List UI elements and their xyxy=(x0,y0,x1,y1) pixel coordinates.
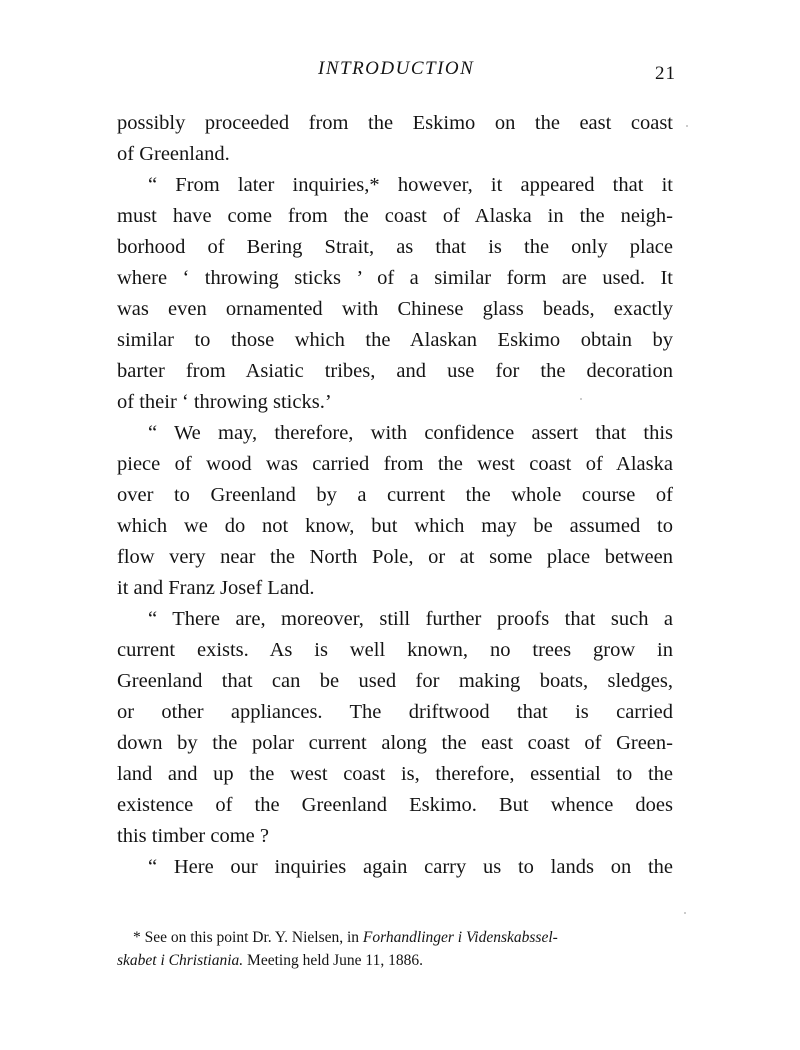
text-line: “ There are, moreover, still further proofs that such a xyxy=(148,608,673,630)
text-line: “ From later inquiries,* however, it appeared that it xyxy=(148,174,673,196)
footnote-line xyxy=(117,949,673,972)
text-line: barter from Asiatic tribes, and use for the decoration xyxy=(117,360,673,382)
text-line: flow very near the North Pole, or at some place between xyxy=(117,546,673,568)
paper-speck xyxy=(580,398,582,400)
text-line: Greenland that can be used for making boats, sledges, xyxy=(117,670,673,692)
text-line: of their ‘ throwing sticks.’ xyxy=(117,391,332,413)
paper-speck xyxy=(684,912,686,914)
text-line: this timber come ? xyxy=(117,825,269,847)
footnote-text: * See on this point Dr. Y. Nielsen, in xyxy=(133,929,363,946)
paper-speck xyxy=(686,125,688,127)
text-line: possibly proceeded from the Eskimo on the east coast xyxy=(117,112,673,134)
text-line: where ‘ throwing sticks ’ of a similar form are used. It xyxy=(117,267,673,289)
text-line: existence of the Greenland Eskimo. But whence does xyxy=(117,794,673,816)
footnote-journal-title: Forhandlinger i Videnskabssel- xyxy=(362,929,558,946)
text-line: it and Franz Josef Land. xyxy=(117,577,315,599)
page-number: 21 xyxy=(655,63,676,84)
text-line: must have come from the coast of Alaska in the neigh- xyxy=(117,205,673,227)
footnote-journal-title: skabet i Christiania. xyxy=(117,952,244,969)
text-line: down by the polar current along the east coast of Green- xyxy=(117,732,673,754)
text-line: piece of wood was carried from the west coast of Alaska xyxy=(117,453,673,475)
footnote-line xyxy=(117,926,673,949)
text-line: borhood of Bering Strait, as that is the only place xyxy=(117,236,673,258)
text-line: or other appliances. The driftwood that is carried xyxy=(117,701,673,723)
text-line: current exists. As is well known, no trees grow in xyxy=(117,639,673,661)
running-head xyxy=(0,58,800,88)
text-line: over to Greenland by a current the whole course of xyxy=(117,484,673,506)
text-line: was even ornamented with Chinese glass beads, exactly xyxy=(117,298,673,320)
text-line: which we do not know, but which may be assumed to xyxy=(117,515,673,537)
footnote-text: Meeting held June 11, 1886. xyxy=(243,952,423,969)
footnote xyxy=(117,926,673,972)
body-text xyxy=(117,108,673,883)
text-line: land and up the west coast is, therefore, essential to the xyxy=(117,763,673,785)
running-title: INTRODUCTION xyxy=(318,58,475,79)
text-line: “ We may, therefore, with confidence assert that this xyxy=(148,422,673,444)
text-line: similar to those which the Alaskan Eskimo obtain by xyxy=(117,329,673,351)
text-line: of Greenland. xyxy=(117,143,230,165)
text-line: “ Here our inquiries again carry us to lands on the xyxy=(148,856,673,878)
